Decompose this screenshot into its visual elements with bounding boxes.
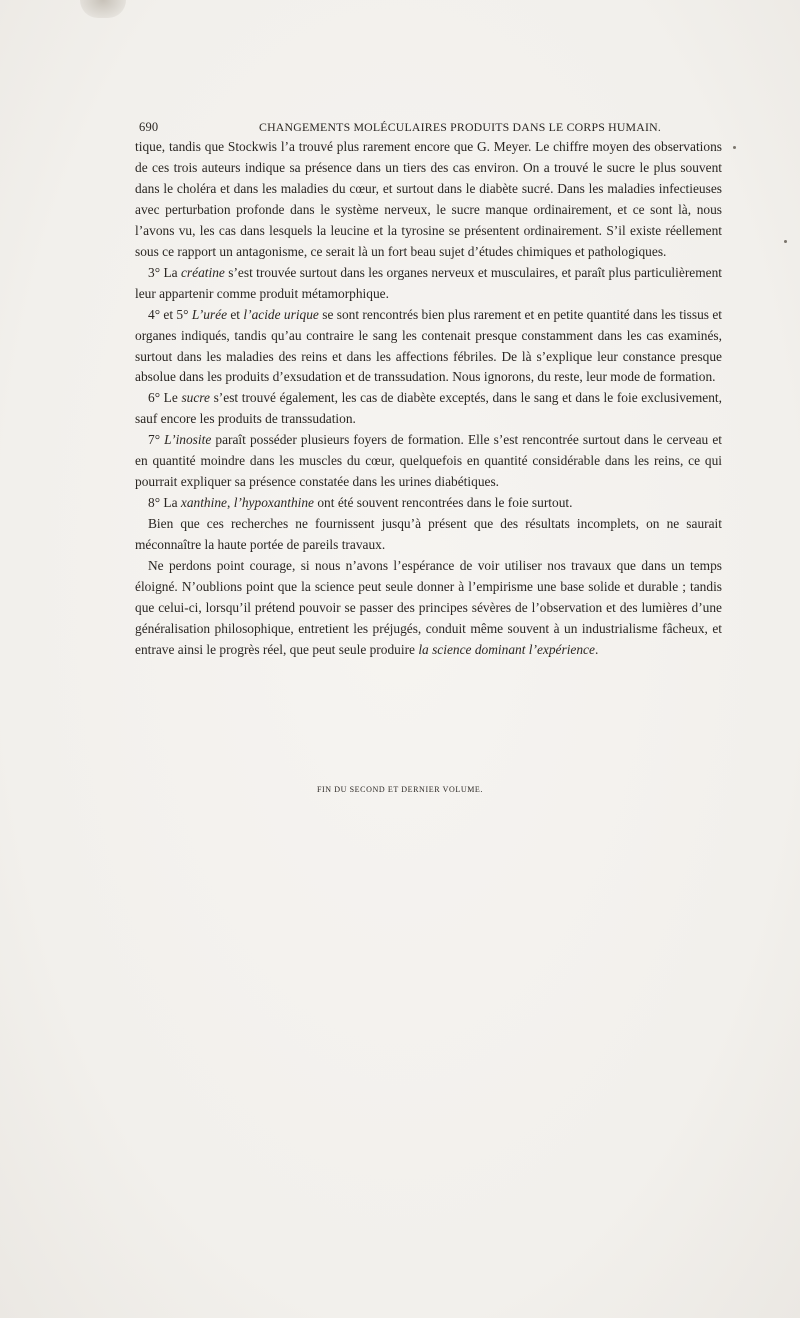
paper-stain [80, 0, 126, 18]
italic-term: créatine [180, 264, 225, 280]
paragraph-conclusion: Bien que ces recherches ne fournissent jusqu’à présent que des résultats incomplets, on ne saurait méconnaître la haute portée de pareils travaux. [135, 516, 722, 553]
ink-speck [784, 240, 787, 243]
text-run: s’est trouvé également, les cas de diabète exceptés, dans le sang et dans le foie exclusivement, sauf encore les produits de transsudation. [135, 390, 722, 427]
text-run: 4° et 5° [148, 306, 192, 322]
text-run: 7° [148, 432, 165, 448]
page-number: 690 [139, 120, 159, 134]
text-run: 3° La [148, 264, 181, 280]
paragraph-uree [135, 305, 722, 389]
paragraph-inosite [135, 430, 722, 493]
italic-term: l’hypoxanthine [233, 495, 315, 511]
paragraph-xanthine [135, 493, 722, 514]
ink-speck [733, 146, 736, 149]
italic-term: xanthine [180, 495, 227, 511]
text-run: Ne perdons point courage, si nous n’avons l’espérance de voir utiliser nos travaux que dans un temps éloigné. N’oublions point que la science peut seule donner à l’empirisme une base solide et durable ; tandis que celui-ci, lorsqu’il prétend pouvoir se passer des principes sévères de l’observation et des lumières d’une généralisation philosophique, entretient les préjugés, conduit même souvent à un industrialisme fâcheux, et entrave ainsi le progrès réel, que peut seule produire [135, 558, 722, 657]
italic-term: L’urée [191, 306, 228, 322]
text-run: . [594, 641, 599, 657]
text-run: paraît posséder plusieurs foyers de formation. Elle s’est rencontrée surtout dans le cerveau et en quantité moindre dans les muscles du cœur, quelquefois en quantité considérable dans les reins, ce qui pourrait expliquer sa présence constatée dans les urines diabétiques. [135, 432, 722, 490]
italic-term: la science dominant l’expérience [418, 641, 595, 657]
italic-term: L’inosite [164, 432, 212, 448]
italic-term: sucre [181, 390, 210, 406]
text-run: et [227, 306, 244, 322]
running-header [139, 120, 719, 136]
paragraph-creatine [135, 263, 722, 305]
text-run: 8° La [148, 495, 181, 511]
italic-term: l’acide urique [243, 306, 319, 322]
body-text [135, 137, 722, 661]
text-run: , [226, 495, 234, 511]
paragraph-continuation: tique, tandis que Stockwis l’a trouvé plus rarement encore que G. Meyer. Le chiffre moyen des observations de ces trois auteurs indique sa présence dans un tiers des cas environ. On a trouvé le sucre le plus souvent dans le choléra et dans les maladies du cœur, et surtout dans le diabète sucré. Dans les maladies infectieuses avec perturbation profonde dans le système nerveux, le sucre manque ordinairement, et ce sont là, nous l’avons vu, les cas dans lesquels la leucine et la tyrosine se présentent ordinairement. S’il existe réellement sous ce rapport un antagonisme, ce serait là un fort beau sujet d’études chimiques et pathologiques. [135, 139, 722, 259]
text-run: ont été souvent rencontrées dans le foie surtout. [314, 495, 573, 511]
paragraph-final [135, 556, 722, 661]
text-run: s’est trouvée surtout dans les organes nerveux et musculaires, et paraît plus particulièrement leur appartenir comme produit métamorphique. [135, 264, 722, 301]
text-run: 6° Le [148, 390, 182, 406]
end-of-volume-note: FIN DU SECOND ET DERNIER VOLUME. [316, 785, 484, 794]
text-run: se sont rencontrés bien plus rarement et en petite quantité dans les tissus et organes indiqués, tandis qu’au contraire le sang les contenait presque constamment dans les cas examinés, surtout dans les maladies des reins et dans les affections fébriles. De là s’explique leur constance presque absolue dans les produits d’exsudation et de transsudation. Nous ignorons, du reste, leur mode de formation. [135, 306, 723, 385]
paragraph-sucre [135, 388, 722, 430]
running-title: CHANGEMENTS MOLÉCULAIRES PRODUITS DANS LE CORPS HUMAIN. [259, 120, 661, 134]
